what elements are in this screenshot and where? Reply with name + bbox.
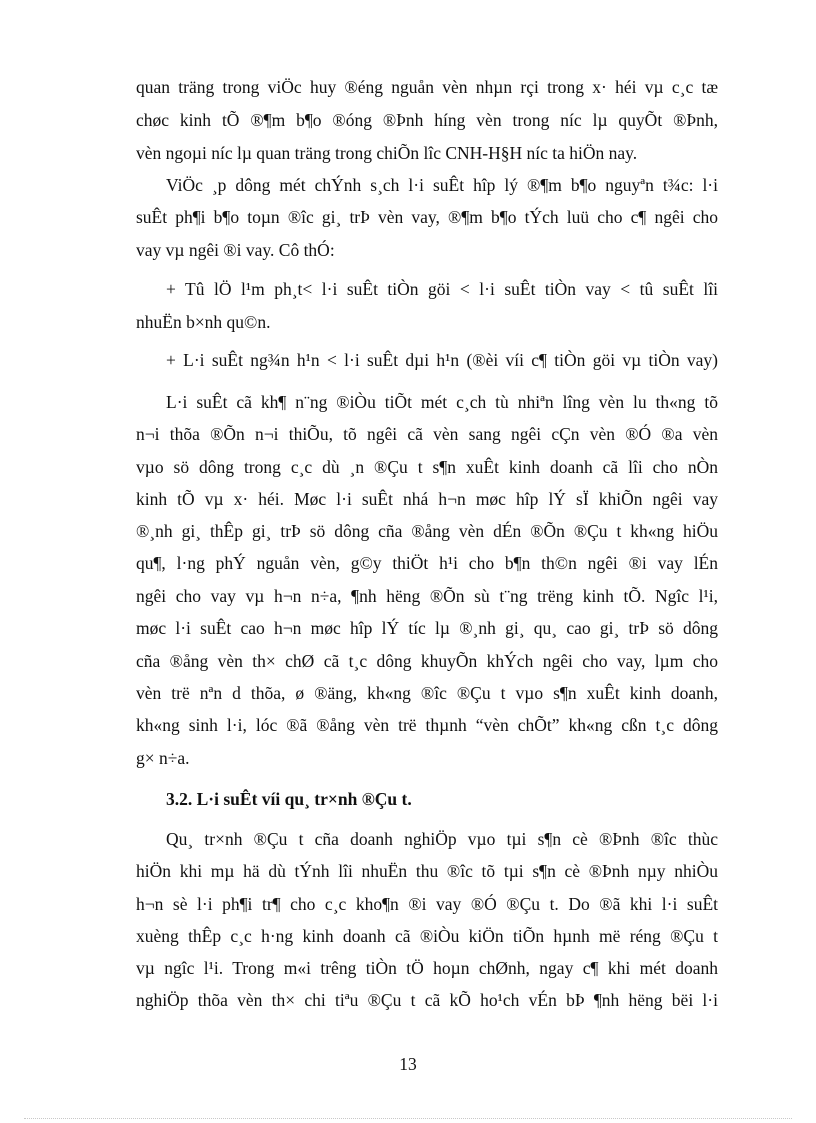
body-text-line: hiÖn khi mµ hä dù tÝnh lîi nhuËn thu ®îc tõ tµi s¶n cè ®Þnh nµy nhiÒu — [136, 861, 718, 881]
body-text-line: vèn ngoµi níc lµ quan träng trong chiÕn lîc CNH-H§H níc ta hiÖn nay. — [136, 143, 638, 163]
body-text-line: vµo sö dông trong c¸c dù ¸n ®Çu t s¶n xuÊt kinh doanh cã lîi cho nÒn — [136, 457, 718, 477]
page-bottom-border — [24, 1118, 792, 1119]
body-text-line: L·i suÊt cã kh¶ n¨ng ®iÒu tiÕt mét c¸ch tù nhiªn lîng vèn lu th«ng tõ — [166, 392, 718, 412]
section-heading: 3.2. L·i suÊt víi qu¸ tr×nh ®Çu t. — [166, 789, 412, 809]
body-text-line: møc l·i suÊt cao h¬n møc hîp lÝ tíc lµ ®¸nh gi¸ qu¸ cao gi¸ trÞ sö dông — [136, 618, 718, 638]
body-text-line: cña ®ång vèn th× chØ cã t¸c dông khuyÕn khÝch ngêi cho vay, lµm cho — [136, 651, 718, 671]
list-item-line: nhuËn b×nh qu©n. — [136, 312, 271, 332]
body-text-line: ngêi cho vay vµ h¬n n÷a, ¶nh hëng ®Õn sù t¨ng trëng kinh tÕ. Ngîc l¹i, — [136, 586, 718, 606]
body-text-line: vay vµ ngêi ®i vay. Cô thÓ: — [136, 240, 335, 260]
body-text-line: vèn trë nªn d thõa, ø ®äng, kh«ng ®îc ®Çu t vµo s¶n xuÊt kinh doanh, — [136, 683, 718, 703]
body-text-line: kinh tÕ vµ x· héi. Møc l·i suÊt nhá h¬n møc hîp lÝ sÏ khiÕn ngêi vay — [136, 489, 718, 509]
body-text-line: ViÖc ¸p dông mét chÝnh s¸ch l·i suÊt hîp lý ®¶m b¶o nguyªn t¾c: l·i — [166, 175, 718, 195]
body-text-line: g× n÷a. — [136, 748, 190, 768]
body-text-line: xuèng thÊp c¸c h·ng kinh doanh cã ®iÒu kiÖn tiÕn hµnh më réng ®Çu t — [136, 926, 718, 946]
body-text-line: kh«ng sinh l·i, lóc ®ã ®ång vèn trë thµnh “vèn chÕt” kh«ng cßn t¸c dông — [136, 715, 718, 735]
body-text-line: chøc kinh tÕ ®¶m b¶o ®óng ®Þnh híng vèn trong níc lµ quyÕt ®Þnh, — [136, 110, 718, 130]
list-item-line: + L·i suÊt ng¾n h¹n < l·i suÊt dµi h¹n (®èi víi c¶ tiÒn göi vµ tiÒn vay) — [166, 350, 718, 370]
body-text-line: quan träng trong viÖc huy ®éng nguån vèn nhµn rçi trong x· héi vµ c¸c tæ — [136, 77, 718, 97]
body-text-line: vµ ngîc l¹i. Trong m«i trêng tiÒn tÖ hoµn chØnh, ngay c¶ khi mét doanh — [136, 958, 718, 978]
body-text-line: ®¸nh gi¸ thÊp gi¸ trÞ sö dông cña ®ång vèn dÉn ®Õn ®Çu t kh«ng hiÖu — [136, 521, 718, 541]
page-number: 13 — [399, 1054, 417, 1074]
body-text-line: h¬n sè l·i ph¶i tr¶ cho c¸c kho¶n ®i vay ®Ó ®Çu t. Do ®ã khi l·i suÊt — [136, 894, 718, 914]
body-text-line: qu¶, l·ng phÝ nguån vèn, g©y thiÖt h¹i cho b¶n th©n ngêi ®i vay lÉn — [136, 553, 718, 573]
list-item-line: + Tû lÖ l¹m ph¸t< l·i suÊt tiÒn göi < l·i suÊt tiÒn vay < tû suÊt lîi — [166, 279, 718, 299]
body-text-line: Qu¸ tr×nh ®Çu t cña doanh nghiÖp vµo tµi s¶n cè ®Þnh ®îc thùc — [166, 829, 718, 849]
body-text-line: n¬i thõa ®Õn n¬i thiÕu, tõ ngêi cã vèn sang ngêi cÇn vèn ®Ó ®a vèn — [136, 424, 718, 444]
body-text-line: suÊt ph¶i b¶o toµn ®îc gi¸ trÞ vèn vay, ®¶m b¶o tÝch luü cho c¶ ngêi cho — [136, 207, 718, 227]
body-text-line: nghiÖp thõa vèn th× chi tiªu ®Çu t cã kÕ ho¹ch vÉn bÞ ¶nh hëng bëi l·i — [136, 990, 718, 1010]
